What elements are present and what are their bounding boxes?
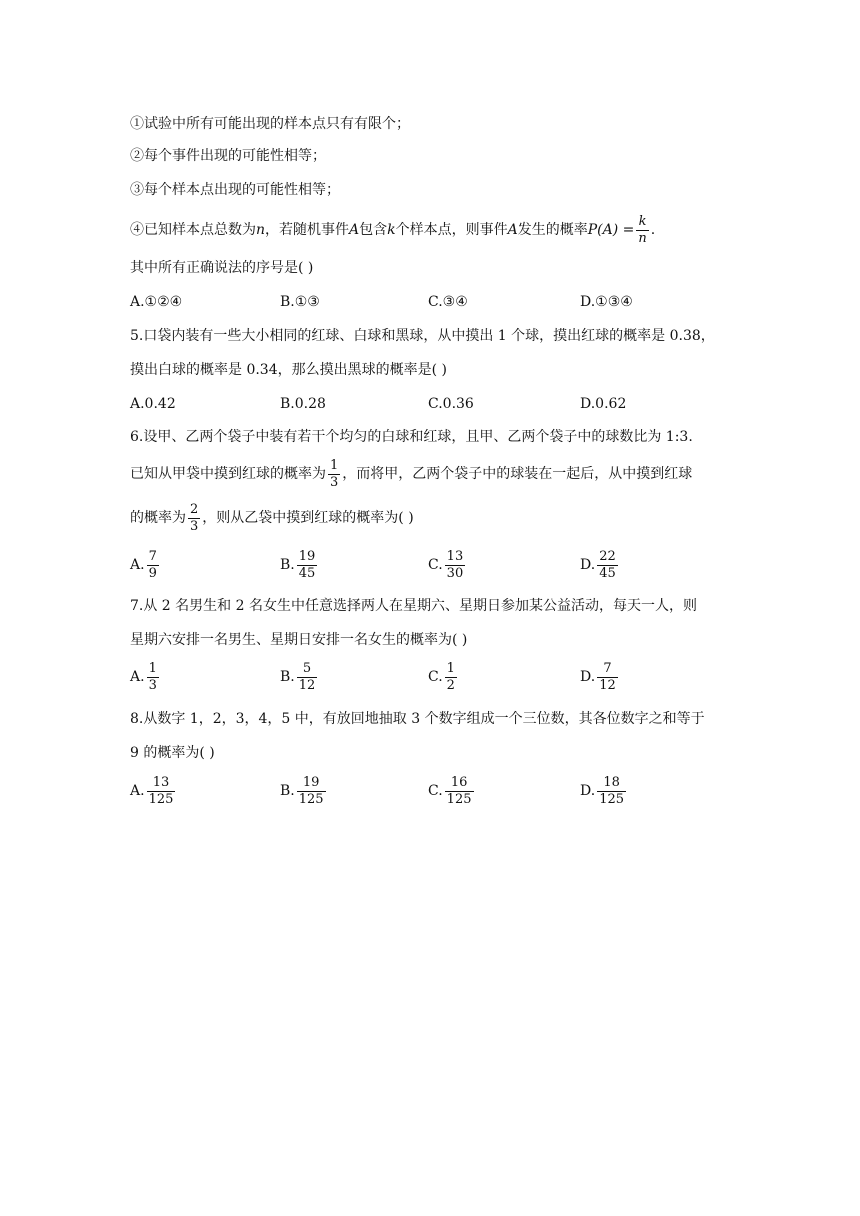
fraction-numerator: 18 [603,774,620,790]
fraction-numerator: 1 [446,660,455,676]
option-fraction [297,549,318,582]
option-c: C.0.36 [428,396,474,412]
option-c [428,544,467,586]
fraction-denominator: 12 [298,677,316,693]
statement-3: ③每个样本点出现的可能性相等； [130,182,340,198]
option-c: C.③④ [428,294,468,310]
statement-4 [130,214,655,246]
option-fraction [445,549,466,582]
option-a: A.①②④ [130,294,183,310]
question-7-options [130,656,750,698]
option-b [280,544,319,586]
fraction-denominator: n [638,230,647,246]
option-label: D. [580,669,596,685]
option-fraction [147,775,176,808]
statement-4-text: ④已知样本点总数为 [130,222,256,238]
option-d: D.①③④ [580,294,633,310]
statement-4-end: . [650,222,656,238]
option-label: D. [580,783,596,799]
option-fraction [445,775,474,808]
fraction-denominator: 9 [148,565,157,581]
question-7-line-1: 7.从 2 名男生和 2 名女生中任意选择两人在星期六、星期日参加某公益活动，每天一人，则 [130,598,697,614]
question-8-line-1: 8.从数字 1，2，3，4，5 中，有放回地抽取 3 个数字组成一个三位数，其各位数字之和等于 [130,711,705,727]
option-fraction [597,661,618,694]
fraction-denominator: 12 [599,677,616,693]
question-6-text: 的概率为 [130,510,186,526]
option-d [580,544,620,586]
fraction-numerator: 16 [450,774,468,790]
question-5-line-1: 5.口袋内装有一些大小相同的红球、白球和黑球，从中摸出 1 个球，摸出红球的概率是 0.38， [130,328,715,344]
question-6-text: ，而将甲，乙两个袋子中的球装在一起后，从中摸到红球 [342,466,693,482]
question-4-prompt: 其中所有正确说法的序号是( ) [130,260,314,276]
option-d: D.0.62 [580,396,627,412]
option-label: C. [428,557,443,573]
question-8-line-2: 9 的概率为( ) [130,745,215,761]
option-b [280,770,328,812]
fraction-denominator: 125 [298,791,324,807]
option-fraction [147,549,159,582]
question-7-line-2: 星期六安排一名男生、星期日安排一名女生的概率为( ) [130,632,468,648]
option-c [428,656,459,698]
statement-4-text: 发生的概率 [517,222,588,238]
fraction-numerator: 7 [603,660,612,676]
question-5-options [130,394,750,414]
option-fraction [445,661,457,694]
option-label: A. [130,669,145,685]
probability-formula: P(A) = [587,222,635,238]
fraction-denominator: 45 [298,565,316,581]
statement-4-text: 个样本点，则事件 [395,222,508,238]
fraction-denominator: 125 [446,791,472,807]
option-fraction [297,661,318,694]
fraction-numerator: 22 [599,548,616,564]
option-label: C. [428,783,443,799]
fraction-denominator: 125 [148,791,174,807]
fraction-numerator: 2 [190,501,199,517]
fraction-numerator: k [638,213,647,229]
fraction-one-third [328,458,340,491]
option-label: D. [580,557,596,573]
question-6-options [130,544,750,586]
fraction-denominator: 2 [446,677,455,693]
option-fraction [597,775,626,808]
fraction-denominator: 30 [446,565,464,581]
var-n: n [256,222,266,238]
question-8-options [130,770,750,812]
question-6-text: 已知从甲袋中摸到红球的概率为 [130,466,326,482]
option-a [130,770,177,812]
option-label: A. [130,557,145,573]
option-b [280,656,319,698]
option-a [130,656,161,698]
fraction-numerator: 19 [298,548,316,564]
fraction-denominator: 3 [148,677,157,693]
option-fraction [147,661,159,694]
fraction-numerator: 19 [302,774,320,790]
fraction-numerator: 1 [148,660,157,676]
statement-1: ①试验中所有可能出现的样本点只有有限个； [130,116,410,132]
fraction-numerator: 13 [152,774,170,790]
fraction-numerator: 13 [446,548,464,564]
fraction-k-over-n [636,214,648,247]
option-b: B.0.28 [280,396,326,412]
statement-2: ②每个事件出现的可能性相等； [130,148,326,164]
question-6-text: ，则从乙袋中摸到红球的概率为( ) [202,510,414,526]
question-4-options [130,292,750,312]
option-label: C. [428,669,443,685]
fraction-denominator: 3 [190,518,199,534]
option-fraction [597,549,618,582]
option-c [428,770,476,812]
fraction-numerator: 1 [330,457,339,473]
option-label: B. [280,783,295,799]
option-a [130,544,161,586]
var-a: A [349,222,360,238]
option-label: B. [280,669,295,685]
fraction-numerator: 5 [302,660,312,676]
question-6-line-2 [130,456,692,492]
fraction-two-thirds [188,502,200,535]
statement-4-text: 包含 [359,222,388,238]
option-a: A.0.42 [130,396,176,412]
fraction-numerator: 7 [148,548,157,564]
question-6-line-3 [130,500,414,536]
option-d [580,656,620,698]
var-k: k [387,222,396,238]
question-5-line-2: 摸出白球的概率是 0.34，那么摸出黑球的概率是( ) [130,362,447,378]
option-label: A. [130,783,145,799]
option-label: B. [280,557,295,573]
var-a: A [507,222,518,238]
option-d [580,770,628,812]
option-fraction [297,775,326,808]
fraction-denominator: 45 [599,565,616,581]
statement-4-text: ，若随机事件 [265,222,350,238]
fraction-denominator: 3 [330,474,339,490]
option-b: B.①③ [280,294,320,310]
fraction-denominator: 125 [599,791,625,807]
question-6-line-1: 6.设甲、乙两个袋子中装有若干个均匀的白球和红球，且甲、乙两个袋子中的球数比为 1:3. [130,429,693,445]
